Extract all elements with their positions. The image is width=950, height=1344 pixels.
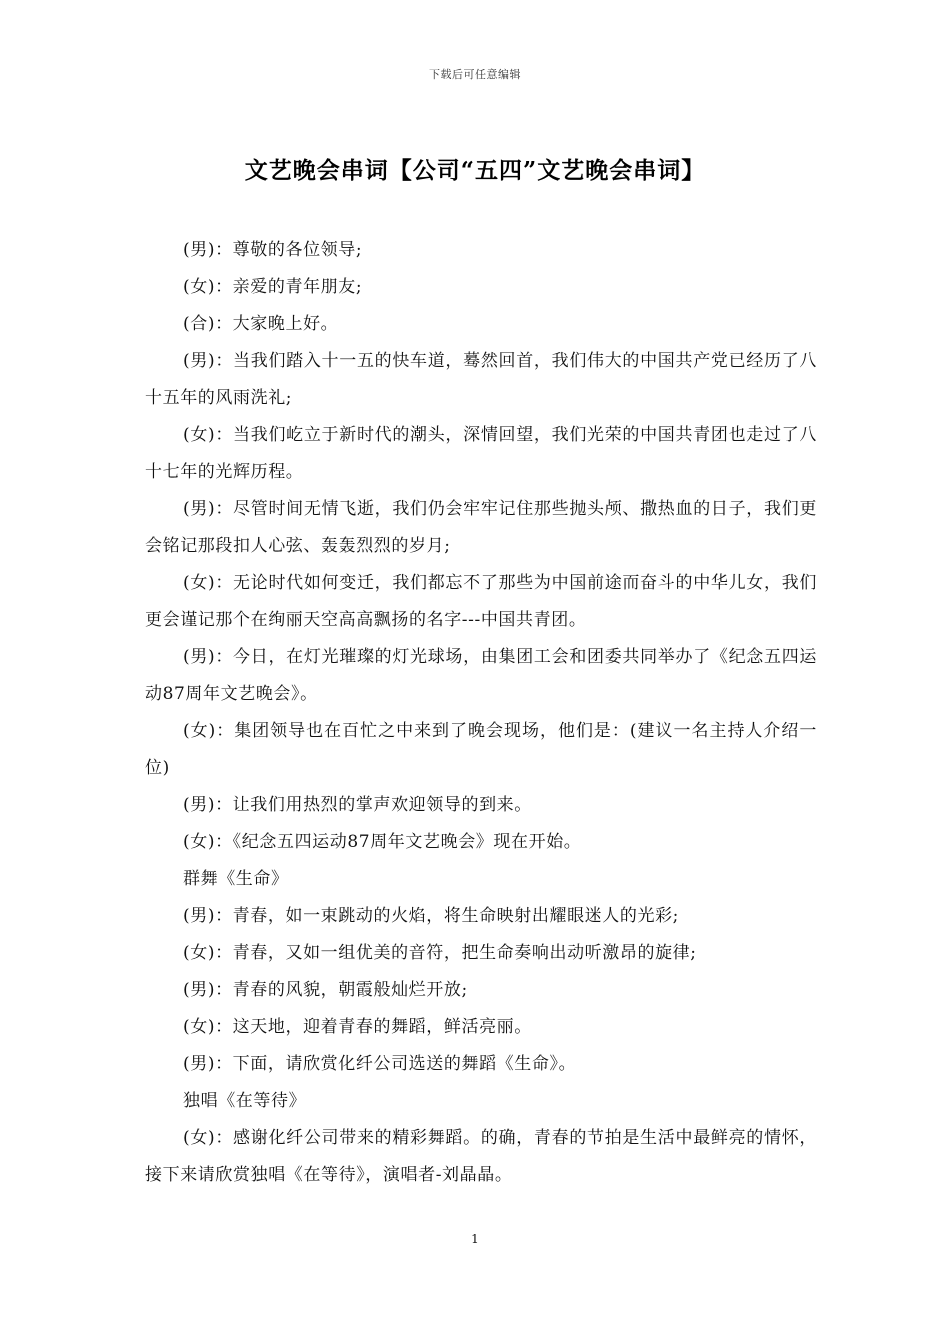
page-number: 1: [471, 1232, 479, 1246]
document-title: 文艺晚会串词【公司“五四”文艺晚会串词】: [244, 157, 706, 184]
paragraph: (女)：这天地，迎着青春的舞蹈，鲜活亮丽。: [183, 1017, 532, 1037]
paragraph: (女)：《纪念五四运动87周年文艺晚会》现在开始。: [183, 832, 582, 852]
paragraph: (男)：下面，请欣赏化纤公司选送的舞蹈《生命》。: [183, 1054, 577, 1074]
document-body: [145, 232, 817, 1194]
paragraph: (女)：亲爱的青年朋友;: [183, 277, 363, 297]
paragraph: (合)：大家晚上好。: [183, 314, 339, 334]
paragraph: (男)：今日，在灯光璀璨的灯光球场，由集团工会和团委共同举办了《纪念五四运动87周年文艺晚会》。: [145, 647, 817, 704]
paragraph: (男)：青春的风貌，朝霞般灿烂开放;: [183, 980, 468, 1000]
program-item-heading: 群舞《生命》: [183, 869, 289, 889]
paragraph: (男)：青春，如一束跳动的火焰，将生命映射出耀眼迷人的光彩;: [183, 906, 679, 926]
paragraph: (女)：无论时代如何变迁，我们都忘不了那些为中国前途而奋斗的中华儿女，我们更会谨记那个在绚丽天空高高飘扬的名字---中国共青团。: [145, 573, 817, 630]
paragraph: (女)：集团领导也在百忙之中来到了晚会现场，他们是：(建议一名主持人介绍一位): [145, 721, 817, 778]
header-note: 下载后可任意编辑: [429, 68, 521, 81]
paragraph: (女)：当我们屹立于新时代的潮头，深情回望，我们光荣的中国共青团也走过了八十七年的光辉历程。: [145, 425, 817, 482]
paragraph: (女)：感谢化纤公司带来的精彩舞蹈。的确，青春的节拍是生活中最鲜亮的情怀，接下来请欣赏独唱《在等待》，演唱者-刘晶晶。: [145, 1128, 817, 1185]
paragraph: (女)：青春，又如一组优美的音符，把生命奏响出动听激昂的旋律;: [183, 943, 697, 963]
paragraph: (男)：尽管时间无情飞逝，我们仍会牢牢记住那些抛头颅、撒热血的日子，我们更会铭记那段扣人心弦、轰轰烈烈的岁月;: [145, 499, 817, 556]
paragraph: (男)：让我们用热烈的掌声欢迎领导的到来。: [183, 795, 532, 815]
paragraph: (男)：当我们踏入十一五的快车道，蓦然回首，我们伟大的中国共产党已经历了八十五年的风雨洗礼;: [145, 351, 817, 408]
program-item-heading: 独唱《在等待》: [183, 1091, 307, 1111]
paragraph: (男)：尊敬的各位领导;: [183, 240, 363, 260]
